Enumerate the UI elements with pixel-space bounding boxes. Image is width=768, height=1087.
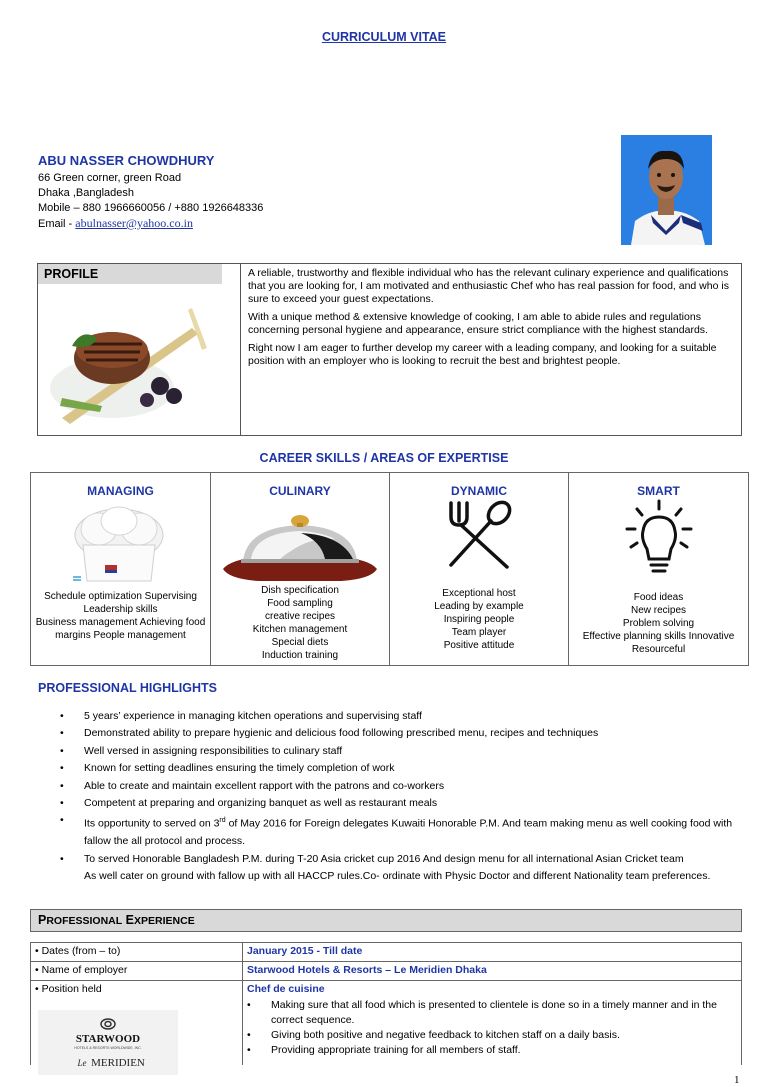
list-item	[247, 1028, 737, 1043]
list-item	[60, 795, 750, 812]
bullet: •	[247, 1044, 251, 1056]
skill-items	[33, 590, 208, 642]
profile-text	[248, 267, 738, 373]
ordinal-suffix: rd	[219, 817, 226, 825]
list-item	[60, 760, 750, 777]
bullet: •	[60, 852, 64, 865]
table-row	[31, 962, 742, 981]
heading-cap: P	[38, 913, 47, 927]
chef-hat-icon	[69, 505, 169, 587]
candidate-name: ABU NASSER CHOWDHURY	[38, 153, 215, 168]
experience-heading	[30, 909, 742, 932]
highlight-text: Its opportunity to served on 3	[84, 817, 220, 830]
skill-item: Positive attitude	[443, 640, 515, 651]
email-label: Email -	[38, 218, 76, 230]
lightbulb-icon	[625, 499, 693, 577]
skill-item: Exceptional host	[442, 588, 516, 599]
skill-items	[213, 584, 387, 662]
bullet: •	[60, 710, 64, 722]
profile-paragraph: A reliable, trustworthy and flexible individual who has the relevant culinary experience and qualifications that you are looking for, I am motivated and enthusiastic Chef who has real passion for food, and who is sure to exceed your guest expectations.	[248, 267, 729, 305]
logo-text-le: Le	[77, 1058, 87, 1068]
bullet: •	[247, 999, 251, 1011]
bullet: •	[60, 779, 64, 792]
skill-item: Inspiring people	[443, 614, 515, 625]
mobile-number: Mobile – 880 1966660056 / +880 1926648336	[38, 202, 264, 214]
candidate-photo	[621, 135, 712, 245]
address-line-2: Dhaka ,Bangladesh	[38, 187, 135, 199]
skill-item: Leadership skills	[83, 604, 158, 615]
bullet: •	[247, 1029, 251, 1041]
heading-smallcaps: ROFESSIONAL	[46, 915, 123, 927]
skill-column-culinary	[211, 473, 390, 665]
skill-column-managing	[31, 473, 211, 665]
profile-heading: PROFILE	[38, 264, 222, 284]
position-title: Chef de cuisine	[247, 983, 325, 995]
duty-text: Making sure that all food which is presented to clientele is done so in a timely manner and in the correct sequence.	[271, 999, 717, 1026]
duty-text: Giving both positive and negative feedback to kitchen staff on a daily basis.	[271, 1029, 620, 1041]
duty-text: Providing appropriate training for all members of staff.	[271, 1044, 521, 1056]
row-label: • Dates (from – to)	[31, 943, 243, 962]
highlight-text: Well versed in assigning responsibilities to culinary staff	[84, 744, 343, 757]
highlight-text: Able to create and maintain excellent rapport with the patrons and co-workers	[84, 779, 445, 792]
document-title: CURRICULUM VITAE	[321, 30, 447, 44]
page-number: 1	[734, 1074, 740, 1086]
skill-item: Effective planning skills Innovative	[582, 631, 735, 642]
logo-text-sub: HOTELS & RESORTS WORLDWIDE, INC.	[74, 1046, 142, 1050]
list-item	[60, 778, 750, 795]
skill-items	[571, 591, 746, 656]
starwood-logo	[38, 1010, 178, 1075]
skill-item: Leading by example	[434, 601, 524, 612]
bullet: •	[60, 797, 64, 810]
skills-table	[30, 472, 749, 666]
profile-paragraph: Right now I am eager to further develop my career with a leading company, and looking for a suitable position with an employer who is looking to recruit the best and brightest people.	[248, 342, 717, 367]
list-item	[247, 998, 737, 1028]
heading-smallcaps: XPERIENCE	[134, 915, 195, 927]
list-item	[60, 708, 750, 725]
skill-item: Dish specification	[261, 585, 339, 596]
highlight-text: To served Honorable Bangladesh P.M. during T-20 Asia cricket cup 2016 And design menu for all international Asian Cricket team	[84, 852, 684, 865]
row-value	[243, 981, 742, 1066]
skill-heading: DYNAMIC	[451, 484, 507, 498]
skill-column-smart	[569, 473, 748, 665]
highlights-list	[60, 708, 750, 886]
highlight-text: Demonstrated ability to prepare hygienic and delicious food following prescribed menu, recipes and techniques	[84, 727, 599, 740]
row-value: Starwood Hotels & Resorts – Le Meridien Dhaka	[243, 962, 742, 981]
bullet: •	[60, 762, 64, 775]
contact-block	[38, 171, 263, 232]
email-link[interactable]: abulnasser@yahoo.co.in	[75, 216, 193, 230]
skill-item: Schedule optimization Supervising	[44, 591, 197, 602]
heading-cap: E	[125, 913, 135, 927]
highlights-title: PROFESSIONAL HIGHLIGHTS	[38, 681, 217, 695]
list-item	[60, 743, 750, 760]
row-value: January 2015 - Till date	[243, 943, 742, 962]
highlight-text: 5 years’ experience in managing kitchen operations and supervising staff	[84, 710, 422, 722]
list-item	[60, 812, 750, 850]
skill-column-dynamic	[390, 473, 569, 665]
cloche-icon	[221, 511, 379, 583]
food-plate-image	[42, 288, 238, 434]
skills-title: CAREER SKILLS / AREAS OF EXPERTISE	[259, 451, 509, 465]
email-line	[38, 216, 263, 232]
skill-heading: CULINARY	[269, 484, 331, 498]
highlight-text: of May 2016 for Foreign delegates Kuwaiti Honorable P.M. And team making menu as well cooking food with fallow the all protocol and process.	[84, 817, 733, 848]
skill-item: Food ideas	[633, 592, 684, 603]
skill-item: Business management Achieving food	[35, 617, 206, 628]
skill-heading: SMART	[637, 484, 680, 498]
highlight-text: Known for setting deadlines ensuring the timely completion of work	[84, 762, 395, 775]
skill-item: creative recipes	[264, 611, 336, 622]
duties-list	[247, 998, 737, 1058]
logo-text-starwood: STARWOOD	[75, 1033, 141, 1045]
skill-item: Problem solving	[622, 618, 695, 629]
fork-spoon-icon	[445, 499, 515, 571]
skill-item: Resourceful	[631, 644, 686, 655]
profile-paragraph: With a unique method & extensive knowledge of cooking, I am able to abide rules and regulations concerning personal hygiene and appearance, ensure strict compliance with the highest standards.	[248, 311, 708, 336]
skill-item: Food sampling	[267, 598, 333, 609]
bullet: •	[60, 744, 64, 757]
table-row	[31, 943, 742, 962]
skill-item: Team player	[451, 627, 507, 638]
skill-item: margins People management	[55, 630, 186, 641]
bullet: •	[60, 814, 64, 827]
address-line-1: 66 Green corner, green Road	[38, 172, 182, 184]
highlight-text: Competent at preparing and organizing banquet as well as restaurant meals	[84, 797, 438, 810]
list-item	[247, 1043, 737, 1058]
highlight-text: As well cater on ground with fallow up with all HACCP rules.Co- ordinate with Physic Doctor and different Nationality team preferences.	[84, 870, 711, 883]
row-label-text: • Position held	[35, 983, 102, 995]
logo-text-meridien: MERIDIEN	[91, 1057, 145, 1069]
bullet: •	[60, 727, 64, 740]
list-item	[60, 851, 750, 886]
skill-items	[392, 587, 566, 652]
list-item	[60, 725, 750, 742]
skill-heading: MANAGING	[87, 484, 154, 498]
skill-item: Kitchen management	[252, 624, 348, 635]
skill-item: New recipes	[630, 605, 687, 616]
row-label: • Name of employer	[31, 962, 243, 981]
skill-item: Special diets	[271, 637, 329, 648]
skill-item: Induction training	[261, 650, 339, 661]
